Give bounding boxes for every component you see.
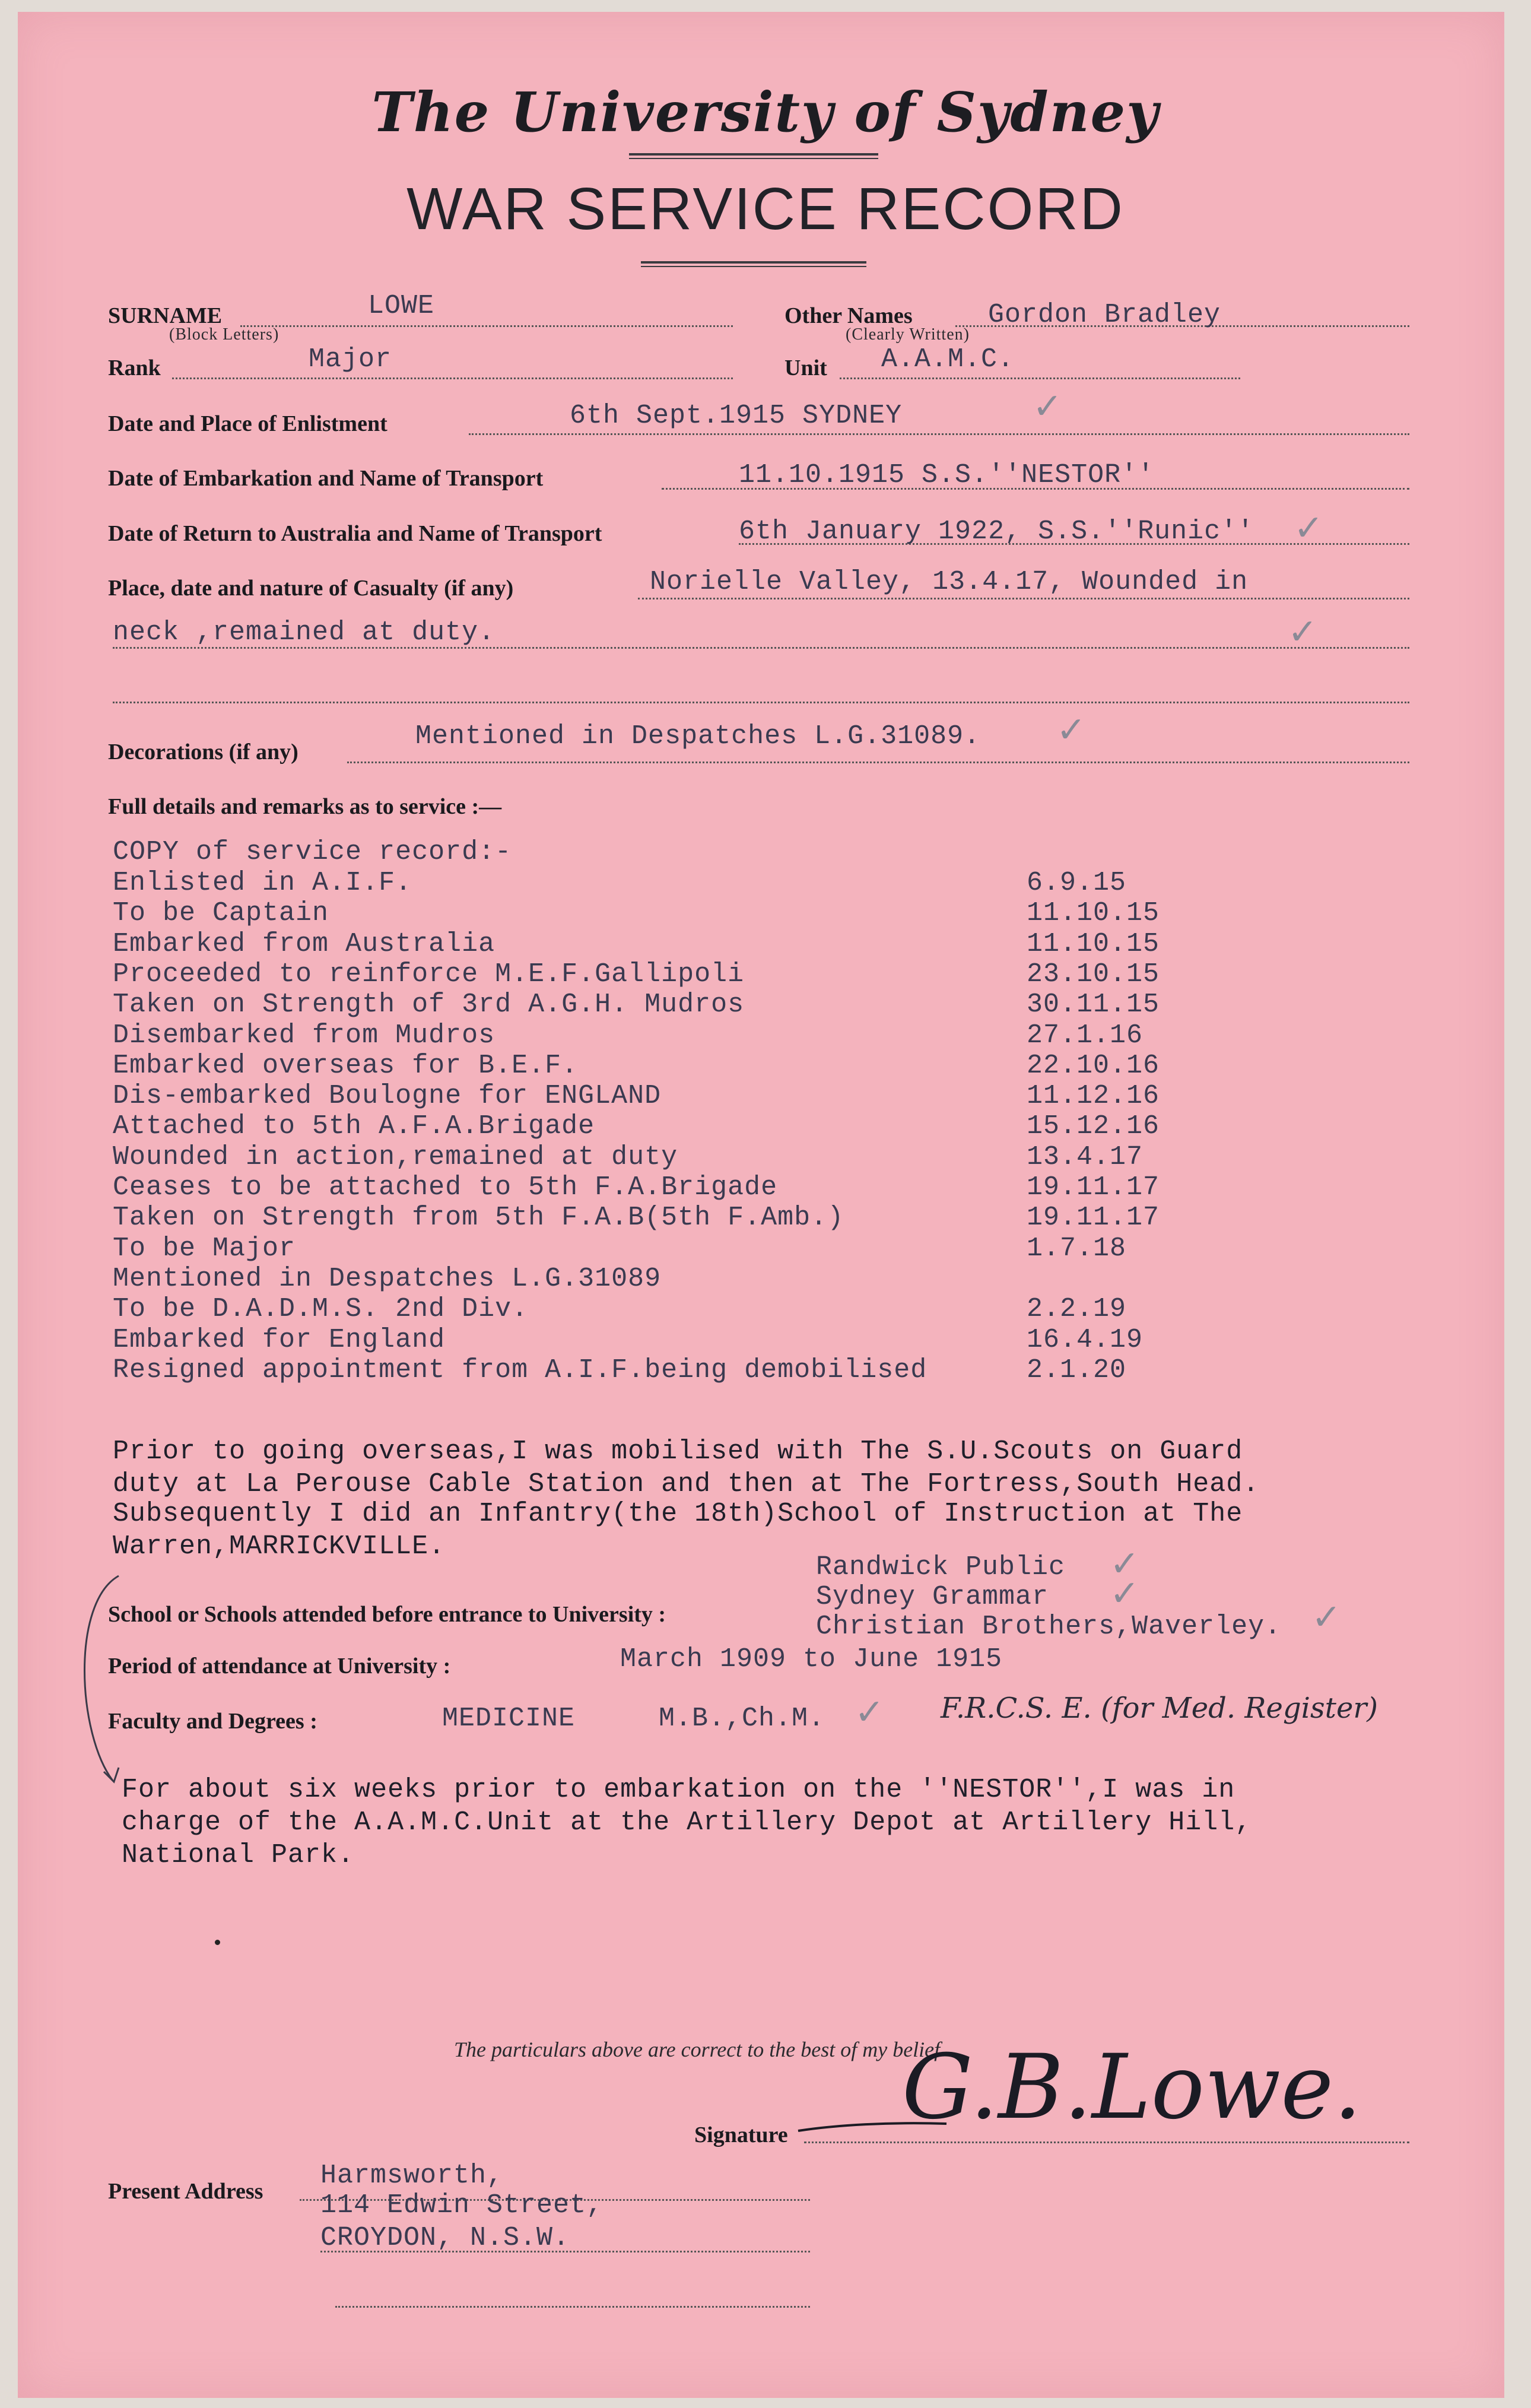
- check-mark-school-2: ✓: [1110, 1573, 1140, 1614]
- check-mark-enlistment: ✓: [1033, 386, 1063, 427]
- signature-label: Signature: [694, 2123, 788, 2147]
- service-entry: [113, 1325, 1181, 1356]
- address-line-2: 114 Edwin Street,: [320, 2190, 603, 2220]
- service-entry-text: Enlisted in A.I.F.: [113, 868, 412, 898]
- service-entry: [113, 929, 1181, 960]
- other-names-sublabel: (Clearly Written): [846, 325, 970, 344]
- subtitle-divider-thin: [641, 266, 866, 267]
- service-entry-date: 19.11.17: [1027, 1203, 1160, 1233]
- service-entry-text: Taken on Strength of 3rd A.G.H. Mudros: [113, 989, 745, 1020]
- surname-sublabel: (Block Letters): [169, 325, 279, 344]
- service-entry-date: 2.1.20: [1027, 1355, 1127, 1385]
- service-entry-date: 11.10.15: [1027, 898, 1160, 928]
- return-value: 6th January 1922, S.S.''Runic'': [739, 516, 1254, 547]
- service-entry-text: Taken on Strength from 5th F.A.B(5th F.Amb.): [113, 1203, 844, 1233]
- schools-label: School or Schools attended before entrance to University :: [108, 1602, 666, 1627]
- casualty-value-line1: Norielle Valley, 13.4.17, Wounded in: [650, 567, 1249, 597]
- address-label: Present Address: [108, 2179, 263, 2204]
- footnote-line-1: For about six weeks prior to embarkation on the ''NESTOR'',I was in: [122, 1775, 1235, 1805]
- check-mark-school-1: ✓: [1110, 1543, 1140, 1585]
- unit-line: [840, 377, 1240, 379]
- attendance-value: March 1909 to June 1915: [620, 1644, 1003, 1674]
- footnote-line-3: National Park.: [122, 1840, 355, 1870]
- surname-label: SURNAME: [108, 303, 223, 328]
- check-mark-school-3: ✓: [1311, 1597, 1342, 1638]
- service-entry: [113, 1020, 1181, 1051]
- service-entry-text: Embarked overseas for B.E.F.: [113, 1051, 579, 1081]
- attendance-label: Period of attendance at University :: [108, 1654, 451, 1679]
- margin-arrow: [47, 1567, 131, 1804]
- remarks-line-3: Subsequently I did an Infantry(the 18th)School of Instruction at The: [113, 1499, 1243, 1529]
- check-mark-casualty: ✓: [1288, 611, 1318, 653]
- school-1: Randwick Public: [816, 1552, 1066, 1582]
- return-label: Date of Return to Australia and Name of Transport: [108, 521, 602, 546]
- service-entry-text: Embarked for England: [113, 1325, 446, 1355]
- university-title: The University of Sydney: [371, 80, 1160, 144]
- service-entry: [113, 1051, 1181, 1081]
- rank-line: [172, 377, 733, 379]
- surname-value: LOWE: [368, 291, 435, 321]
- check-mark-return: ✓: [1294, 507, 1324, 549]
- service-label: Full details and remarks as to service :—: [108, 794, 502, 819]
- service-entry-text: To be Captain: [113, 898, 329, 928]
- service-entry: [113, 1203, 1181, 1233]
- rank-label: Rank: [108, 356, 161, 380]
- service-entry-text: Dis-embarked Boulogne for ENGLAND: [113, 1081, 662, 1111]
- service-entry: [113, 868, 1181, 899]
- embarkation-label: Date of Embarkation and Name of Transport: [108, 466, 544, 491]
- service-entry-text: Proceeded to reinforce M.E.F.Gallipoli: [113, 959, 745, 989]
- service-entry: [113, 1355, 1181, 1386]
- remarks-line-2: duty at La Perouse Cable Station and then at The Fortress,South Head.: [113, 1469, 1260, 1499]
- service-entry-text: Resigned appointment from A.I.F.being demobilised: [113, 1355, 928, 1385]
- address-line-1: Harmsworth,: [320, 2160, 504, 2191]
- other-names-value: Gordon Bradley: [988, 300, 1221, 330]
- service-entry-date: 30.11.15: [1027, 989, 1160, 1020]
- service-entry-date: 1.7.18: [1027, 1233, 1127, 1264]
- service-entry-text: Disembarked from Mudros: [113, 1020, 495, 1051]
- decorations-value: Mentioned in Despatches L.G.31089.: [415, 721, 981, 751]
- service-entry-date: 19.11.17: [1027, 1172, 1160, 1203]
- service-entry-text: Wounded in action,remained at duty: [113, 1142, 678, 1172]
- service-entry-date: 11.12.16: [1027, 1081, 1160, 1111]
- signature: G.B.Lowe.: [902, 2036, 1362, 2139]
- degrees-value: M.B.,Ch.M.: [659, 1703, 825, 1734]
- signature-flourish: [795, 2113, 949, 2137]
- service-entry: [113, 1233, 1181, 1264]
- enlistment-value: 6th Sept.1915 SYDNEY: [570, 401, 903, 431]
- form-title: WAR SERVICE RECORD: [406, 176, 1125, 242]
- service-entry-text: Embarked from Australia: [113, 929, 495, 959]
- casualty-label: Place, date and nature of Casualty (if any): [108, 576, 514, 601]
- casualty-line-3: [113, 702, 1409, 703]
- address-rule-3: [335, 2306, 810, 2308]
- decorations-label: Decorations (if any): [108, 740, 298, 764]
- service-entry-date: 11.10.15: [1027, 929, 1160, 959]
- service-entry-text: To be D.A.D.M.S. 2nd Div.: [113, 1294, 529, 1324]
- casualty-value-line2: neck ,remained at duty.: [113, 617, 495, 648]
- subtitle-divider: [641, 261, 866, 264]
- unit-value: A.A.M.C.: [881, 344, 1015, 375]
- check-mark-degrees: ✓: [855, 1692, 885, 1733]
- service-entry-text: Mentioned in Despatches L.G.31089: [113, 1264, 662, 1294]
- title-divider: [629, 153, 878, 156]
- handwritten-frcs: F.R.C.S. E. (for Med. Register): [941, 1692, 1378, 1725]
- service-entry: [113, 1081, 1181, 1112]
- school-3: Christian Brothers,Waverley.: [816, 1611, 1282, 1642]
- remarks-line-4: Warren,MARRICKVILLE.: [113, 1531, 446, 1562]
- service-entry-text: Attached to 5th A.F.A.Brigade: [113, 1111, 595, 1141]
- service-entry-date: 22.10.16: [1027, 1051, 1160, 1081]
- service-entry-date: 13.4.17: [1027, 1142, 1144, 1172]
- service-entry: [113, 898, 1181, 929]
- service-entry: [113, 1264, 1181, 1295]
- service-entry-date: 15.12.16: [1027, 1111, 1160, 1141]
- faculty-value: MEDICINE: [442, 1703, 576, 1734]
- service-entry-date: 16.4.19: [1027, 1325, 1144, 1355]
- check-mark-decorations: ✓: [1056, 709, 1087, 751]
- school-2: Sydney Grammar: [816, 1582, 1049, 1612]
- service-entry-date: 6.9.15: [1027, 868, 1127, 898]
- service-entry-text: Ceases to be attached to 5th F.A.Brigade: [113, 1172, 778, 1203]
- unit-label: Unit: [784, 356, 827, 380]
- service-entry: [113, 989, 1181, 1020]
- address-line-3: CROYDON, N.S.W.: [320, 2223, 570, 2253]
- service-entry-date: 23.10.15: [1027, 959, 1160, 989]
- other-names-label: Other Names: [784, 303, 913, 328]
- service-entry: [113, 1172, 1181, 1203]
- signature-line: [804, 2141, 1409, 2143]
- service-entry-date: 27.1.16: [1027, 1020, 1144, 1051]
- service-entry-date: 2.2.19: [1027, 1294, 1127, 1324]
- casualty-line: [638, 598, 1409, 599]
- faculty-label: Faculty and Degrees :: [108, 1709, 317, 1734]
- service-heading: COPY of service record:-: [113, 837, 512, 867]
- declaration-statement: The particulars above are correct to the best of my belief: [454, 2038, 941, 2061]
- title-divider-thin: [629, 158, 878, 159]
- service-entry-text: To be Major: [113, 1233, 296, 1264]
- footnote-line-2: charge of the A.A.M.C.Unit at the Artillery Depot at Artillery Hill,: [122, 1807, 1252, 1838]
- embarkation-value: 11.10.1915 S.S.''NESTOR'': [739, 460, 1155, 490]
- service-entry: [113, 1142, 1181, 1173]
- enlistment-label: Date and Place of Enlistment: [108, 411, 387, 436]
- remarks-line-1: Prior to going overseas,I was mobilised with The S.U.Scouts on Guard: [113, 1436, 1243, 1467]
- ink-dot: [215, 1940, 220, 1945]
- decorations-line: [347, 762, 1409, 763]
- service-entry: [113, 959, 1181, 990]
- service-entry: [113, 1294, 1181, 1325]
- rank-value: Major: [309, 344, 392, 375]
- surname-line: [240, 325, 733, 327]
- enlistment-line: [469, 433, 1409, 435]
- service-entry: [113, 1111, 1181, 1142]
